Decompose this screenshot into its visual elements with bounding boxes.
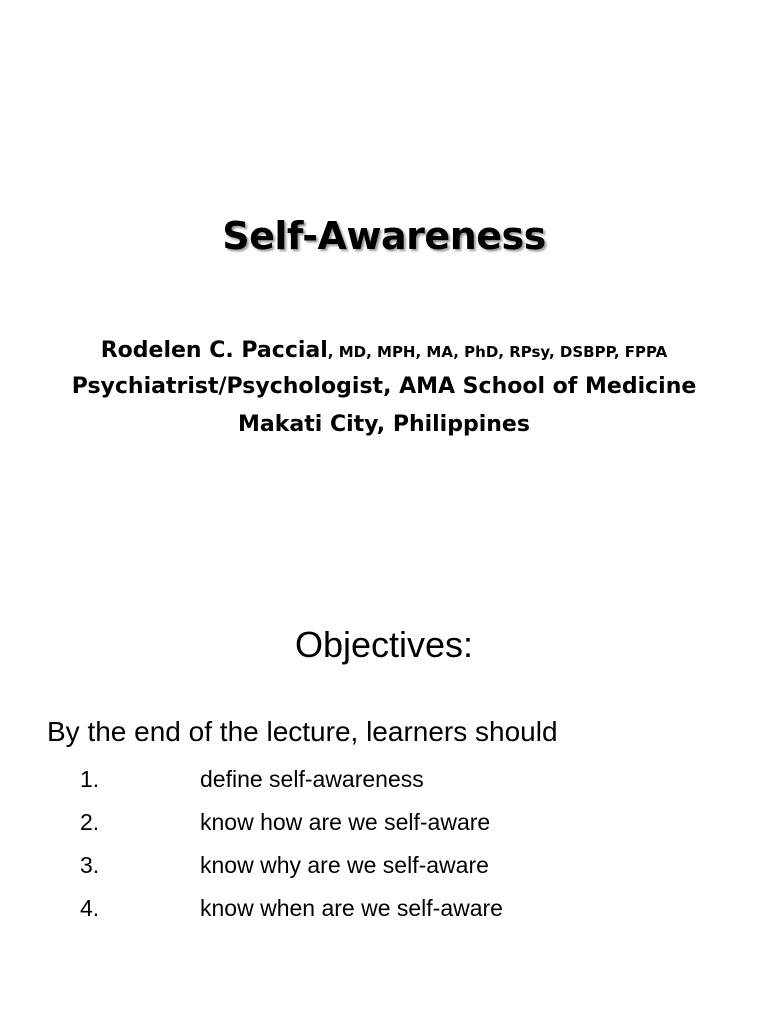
list-item-text: know when are we self-aware xyxy=(200,895,503,921)
list-item-text: define self-awareness xyxy=(200,766,424,792)
list-item xyxy=(0,809,768,852)
list-item-number: 1. xyxy=(80,766,100,792)
slide-title: Self-Awareness xyxy=(222,214,546,258)
author-role: Psychiatrist/Psychologist, AMA School of Medicine xyxy=(71,374,697,399)
list-item-text: know how are we self-aware xyxy=(200,809,491,835)
objectives-title: Objectives: xyxy=(294,624,474,665)
objectives-slide xyxy=(0,512,768,1024)
objectives-list xyxy=(0,766,768,938)
list-item xyxy=(0,895,768,938)
list-item-number: 3. xyxy=(80,852,100,878)
author-location: Makati City, Philippines xyxy=(238,412,530,437)
objectives-intro: By the end of the lecture, learners should xyxy=(47,716,558,747)
list-item xyxy=(0,852,768,895)
author-credentials: , MD, MPH, MA, PhD, RPsy, DSBPP, FPPA xyxy=(327,343,668,361)
author-name: Rodelen C. Paccial xyxy=(100,338,328,363)
list-item-text: know why are we self-aware xyxy=(200,852,489,878)
list-item-number: 2. xyxy=(80,809,100,835)
list-item xyxy=(0,766,768,809)
author-name-line xyxy=(0,338,768,363)
list-item-number: 4. xyxy=(80,895,100,921)
